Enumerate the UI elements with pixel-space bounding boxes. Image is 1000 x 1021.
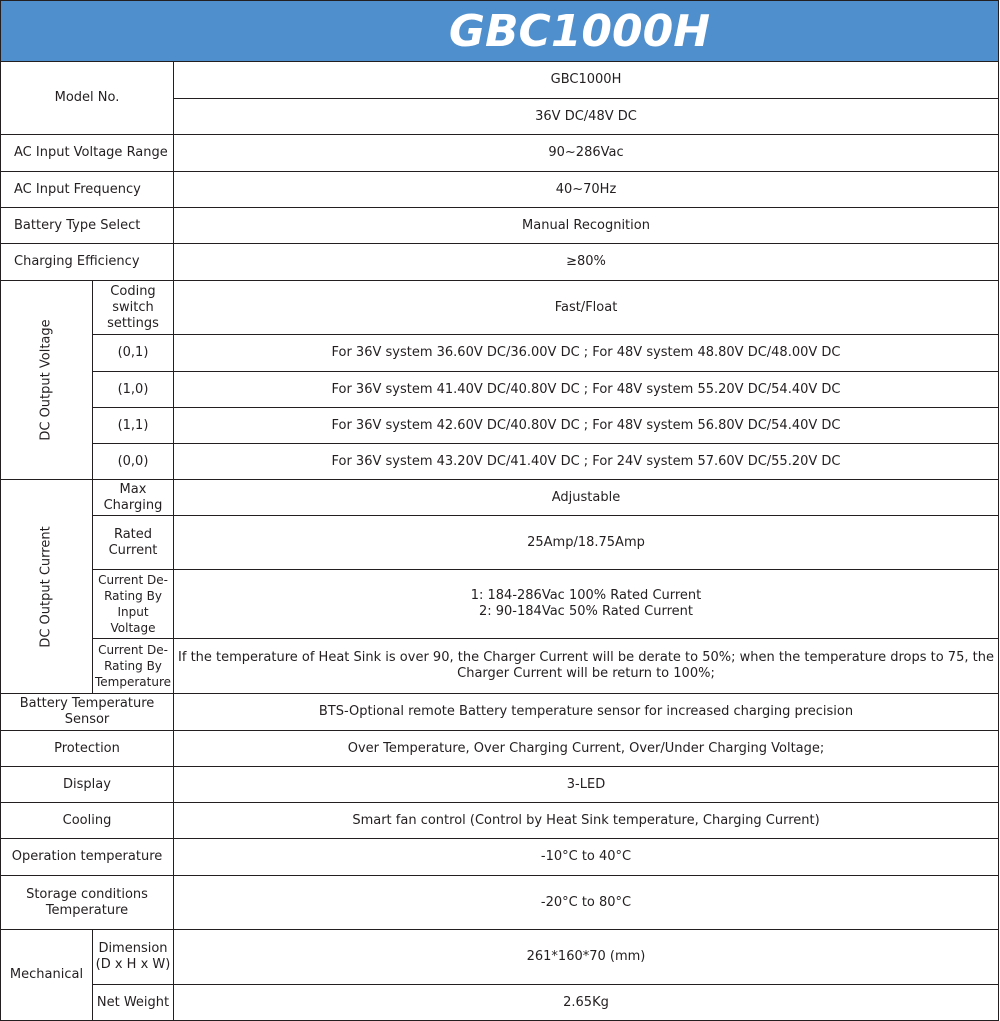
output-voltage-cell (174, 408, 999, 444)
battery-type-label-cell (1, 208, 174, 244)
efficiency-label-cell (1, 244, 174, 281)
weight-label: Net Weight (96, 994, 170, 1010)
output-voltage-cell (174, 444, 999, 480)
switch-code-cell (93, 408, 174, 444)
weight-value-cell (174, 985, 999, 1021)
storage-value: -20°C to 80°C (540, 894, 632, 910)
protection-label-cell (1, 731, 174, 767)
model-name-cell (174, 62, 999, 99)
current-sub-label: Rated Current (108, 526, 158, 558)
current-sub-label: Max Charging (103, 481, 163, 513)
fast-float-header-cell (174, 281, 999, 335)
title-banner (0, 0, 999, 62)
output-voltage: For 36V system 42.60V DC/40.80V DC ; For 48V system 56.80V DC/54.40V DC (331, 417, 841, 433)
dc-current-label: DC Output Current (38, 525, 54, 648)
switch-code: (0,0) (117, 453, 149, 469)
op-temp-value-cell (174, 839, 999, 876)
weight-label-cell (93, 985, 174, 1021)
dc-current-label-cell (1, 480, 93, 694)
current-sub-cell (93, 639, 174, 694)
output-voltage-cell (174, 372, 999, 408)
ac-range-label-cell (1, 135, 174, 172)
op-temp-label: Operation temperature (11, 849, 163, 864)
op-temp-value: -10°C to 40°C (540, 849, 632, 864)
dimension-label-cell (93, 930, 174, 985)
storage-value-cell (174, 876, 999, 930)
ac-range-label: AC Input Voltage Range (14, 145, 168, 160)
product-title: GBC1000H (448, 6, 711, 57)
bts-label: Battery Temperature Sensor (19, 696, 155, 727)
protection-value: Over Temperature, Over Charging Current, Over/Under Charging Voltage; (347, 740, 825, 756)
switch-code-cell (93, 444, 174, 480)
current-value: 25Amp/18.75Amp (527, 534, 645, 550)
display-label: Display (63, 776, 111, 792)
battery-type-value: Manual Recognition (522, 217, 650, 233)
dimension-value: 261*160*70 (mm) (526, 949, 646, 964)
current-sub-cell (93, 480, 174, 516)
output-voltage-cell (174, 335, 999, 372)
efficiency-value: ≥80% (566, 254, 606, 269)
switch-code: (1,0) (117, 381, 149, 397)
ac-range-value: 90~286Vac (548, 145, 624, 160)
dc-voltage-label: DC Output Voltage (38, 319, 54, 441)
bts-value: BTS-Optional remote Battery temperature sensor for increased charging precision (318, 704, 854, 719)
current-sub-cell (93, 570, 174, 639)
switch-code: (1,1) (117, 417, 149, 433)
ac-freq-label: AC Input Frequency (14, 181, 141, 197)
cooling-value: Smart fan control (Control by Heat Sink temperature, Charging Current) (352, 812, 820, 828)
bts-label-cell (1, 694, 174, 731)
protection-value-cell (174, 731, 999, 767)
current-value-cell (174, 570, 999, 639)
current-value-cell (174, 639, 999, 694)
current-value: 1: 184-286Vac 100% Rated Current 2: 90-184Vac 50% Rated Current (470, 588, 702, 619)
ac-range-value-cell (174, 135, 999, 172)
dimension-value-cell (174, 930, 999, 985)
fast-float-header: Fast/Float (554, 299, 618, 315)
storage-label-cell (1, 876, 174, 930)
coding-switch-header-cell (93, 281, 174, 335)
efficiency-value-cell (174, 244, 999, 281)
coding-switch-header: Coding switch settings (107, 283, 159, 331)
output-voltage: For 36V system 43.20V DC/41.40V DC ; For 24V system 57.60V DC/55.20V DC (331, 453, 841, 469)
model-voltage-cell (174, 99, 999, 135)
cooling-label: Cooling (62, 812, 112, 828)
current-value: Adjustable (551, 489, 621, 505)
dimension-label: Dimension (D x H x W) (95, 941, 171, 972)
protection-label: Protection (54, 740, 120, 756)
ac-freq-value-cell (174, 172, 999, 208)
op-temp-label-cell (1, 839, 174, 876)
display-label-cell (1, 767, 174, 803)
model-label: Model No. (54, 90, 120, 105)
output-voltage: For 36V system 36.60V DC/36.00V DC ; For 48V system 48.80V DC/48.00V DC (331, 345, 841, 360)
current-sub-label: Current De- Rating By Temperature (94, 643, 171, 689)
dc-voltage-label-cell (1, 281, 93, 480)
switch-code: (0,1) (117, 345, 149, 360)
cooling-value-cell (174, 803, 999, 839)
mechanical-label: Mechanical (9, 967, 84, 982)
ac-freq-label-cell (1, 172, 174, 208)
bts-value-cell (174, 694, 999, 731)
mechanical-label-cell (1, 930, 93, 1021)
current-value-cell (174, 516, 999, 570)
switch-code-cell (93, 372, 174, 408)
model-voltage: 36V DC/48V DC (535, 108, 637, 124)
current-value-cell (174, 480, 999, 516)
display-value: 3-LED (566, 776, 606, 792)
model-name: GBC1000H (550, 72, 622, 87)
weight-value: 2.65Kg (563, 994, 609, 1010)
output-voltage: For 36V system 41.40V DC/40.80V DC ; For 48V system 55.20V DC/54.40V DC (331, 381, 841, 397)
current-sub-cell (93, 516, 174, 570)
current-sub-label: Current De- Rating By Input Voltage (98, 573, 168, 635)
efficiency-label: Charging Efficiency (14, 254, 140, 269)
battery-type-value-cell (174, 208, 999, 244)
ac-freq-value: 40~70Hz (555, 181, 617, 197)
cooling-label-cell (1, 803, 174, 839)
battery-type-label: Battery Type Select (14, 217, 141, 233)
model-label-cell (1, 62, 174, 135)
current-value: If the temperature of Heat Sink is over 90, the Charger Current will be derate to 50%; when the temperature drops to 75, the Charger Current will be return to 100%; (178, 650, 994, 681)
storage-label: Storage conditions Temperature (26, 886, 148, 918)
display-value-cell (174, 767, 999, 803)
switch-code-cell (93, 335, 174, 372)
